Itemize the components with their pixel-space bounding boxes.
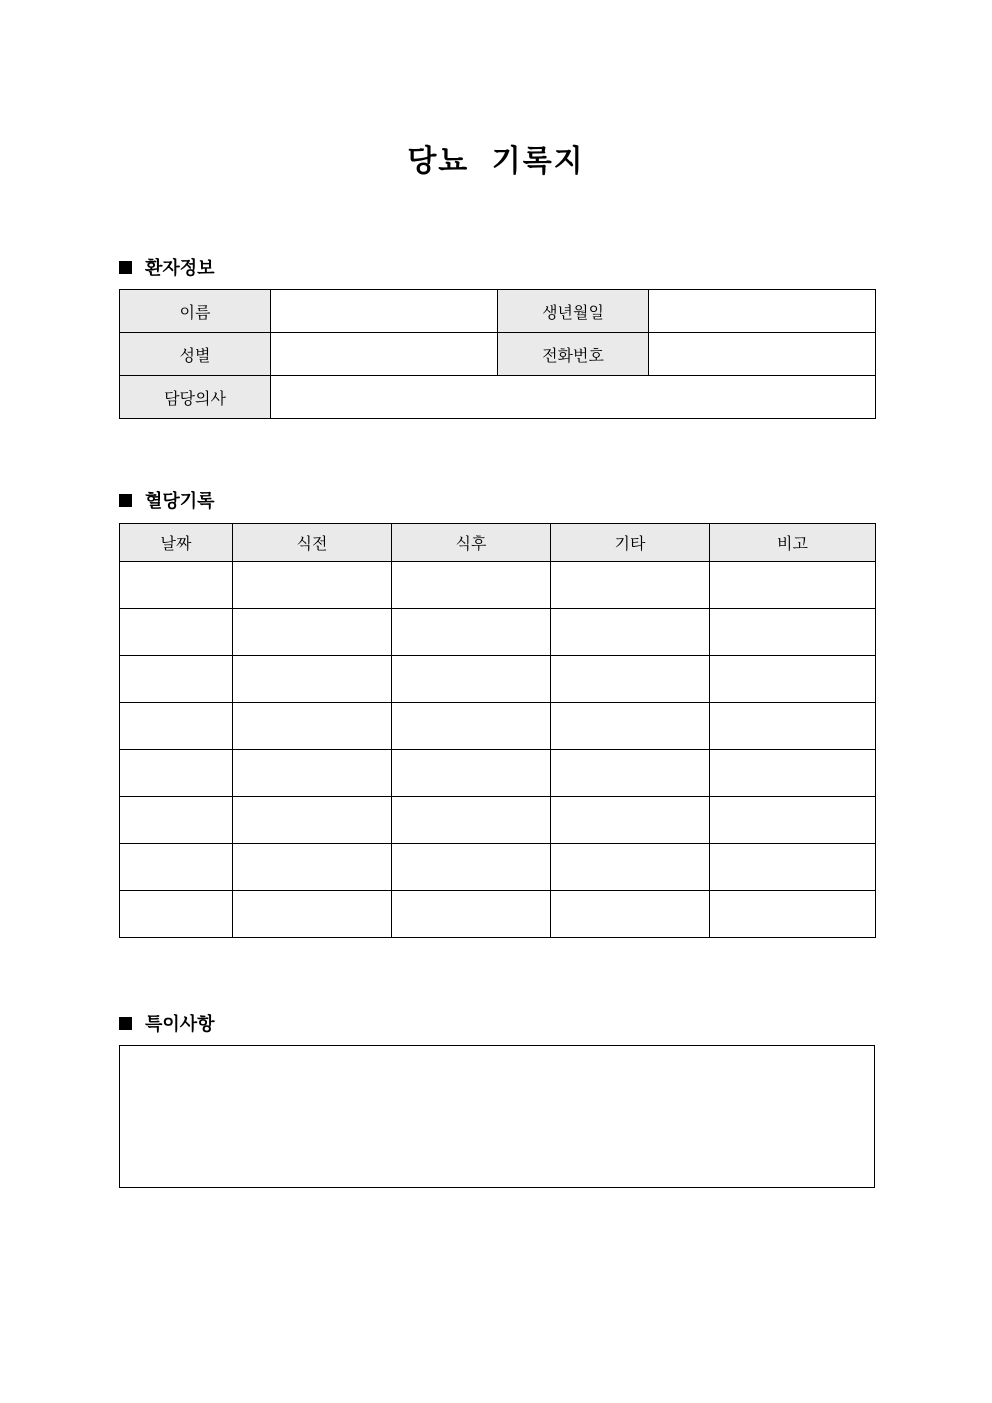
date-cell[interactable] — [120, 562, 233, 609]
remarks-cell[interactable] — [710, 844, 876, 891]
remarks-cell[interactable] — [710, 797, 876, 844]
other-cell[interactable] — [551, 797, 710, 844]
patient-info-heading — [119, 254, 215, 280]
phone-field[interactable] — [649, 333, 876, 376]
before-meal-cell[interactable] — [233, 656, 392, 703]
column-header-other: 기타 — [551, 524, 710, 562]
glucose-header-row — [120, 524, 876, 562]
before-meal-cell[interactable] — [233, 609, 392, 656]
gender-label: 성별 — [120, 333, 271, 376]
after-meal-cell[interactable] — [392, 703, 551, 750]
after-meal-cell[interactable] — [392, 656, 551, 703]
table-row — [120, 656, 876, 703]
remarks-cell[interactable] — [710, 562, 876, 609]
patient-row-doctor — [120, 376, 876, 419]
other-cell[interactable] — [551, 656, 710, 703]
table-row — [120, 891, 876, 938]
birthdate-label: 생년월일 — [498, 290, 649, 333]
patient-row-gender — [120, 333, 876, 376]
doctor-field[interactable] — [271, 376, 876, 419]
square-bullet-icon — [119, 261, 132, 274]
other-cell[interactable] — [551, 609, 710, 656]
before-meal-cell[interactable] — [233, 562, 392, 609]
before-meal-cell[interactable] — [233, 797, 392, 844]
column-header-remarks: 비고 — [710, 524, 876, 562]
after-meal-cell[interactable] — [392, 609, 551, 656]
date-cell[interactable] — [120, 750, 233, 797]
date-cell[interactable] — [120, 703, 233, 750]
column-header-before-meal: 식전 — [233, 524, 392, 562]
patient-row-name — [120, 290, 876, 333]
date-cell[interactable] — [120, 844, 233, 891]
column-header-after-meal: 식후 — [392, 524, 551, 562]
patient-info-table — [119, 289, 876, 419]
after-meal-cell[interactable] — [392, 797, 551, 844]
doctor-label: 담당의사 — [120, 376, 271, 419]
other-cell[interactable] — [551, 844, 710, 891]
before-meal-cell[interactable] — [233, 703, 392, 750]
document-title: 당뇨 기록지 — [407, 144, 585, 179]
table-row — [120, 750, 876, 797]
after-meal-cell[interactable] — [392, 891, 551, 938]
notes-field[interactable] — [119, 1045, 875, 1188]
other-cell[interactable] — [551, 750, 710, 797]
other-cell[interactable] — [551, 562, 710, 609]
before-meal-cell[interactable] — [233, 891, 392, 938]
remarks-cell[interactable] — [710, 656, 876, 703]
gender-field[interactable] — [271, 333, 498, 376]
glucose-record-heading-text: 혈당기록 — [145, 491, 215, 512]
table-row — [120, 844, 876, 891]
glucose-record-heading — [119, 487, 215, 513]
remarks-cell[interactable] — [710, 891, 876, 938]
date-cell[interactable] — [120, 891, 233, 938]
before-meal-cell[interactable] — [233, 750, 392, 797]
remarks-cell[interactable] — [710, 750, 876, 797]
table-row — [120, 609, 876, 656]
date-cell[interactable] — [120, 797, 233, 844]
square-bullet-icon — [119, 1017, 132, 1030]
name-label: 이름 — [120, 290, 271, 333]
table-row — [120, 797, 876, 844]
phone-label: 전화번호 — [498, 333, 649, 376]
after-meal-cell[interactable] — [392, 844, 551, 891]
square-bullet-icon — [119, 494, 132, 507]
glucose-record-table — [119, 523, 876, 938]
after-meal-cell[interactable] — [392, 562, 551, 609]
other-cell[interactable] — [551, 891, 710, 938]
table-row — [120, 562, 876, 609]
other-cell[interactable] — [551, 703, 710, 750]
notes-heading — [119, 1010, 215, 1036]
birthdate-field[interactable] — [649, 290, 876, 333]
date-cell[interactable] — [120, 656, 233, 703]
notes-heading-text: 특이사항 — [145, 1014, 215, 1035]
after-meal-cell[interactable] — [392, 750, 551, 797]
patient-info-heading-text: 환자정보 — [145, 258, 215, 279]
column-header-date: 날짜 — [120, 524, 233, 562]
remarks-cell[interactable] — [710, 609, 876, 656]
before-meal-cell[interactable] — [233, 844, 392, 891]
name-field[interactable] — [271, 290, 498, 333]
date-cell[interactable] — [120, 609, 233, 656]
table-row — [120, 703, 876, 750]
remarks-cell[interactable] — [710, 703, 876, 750]
